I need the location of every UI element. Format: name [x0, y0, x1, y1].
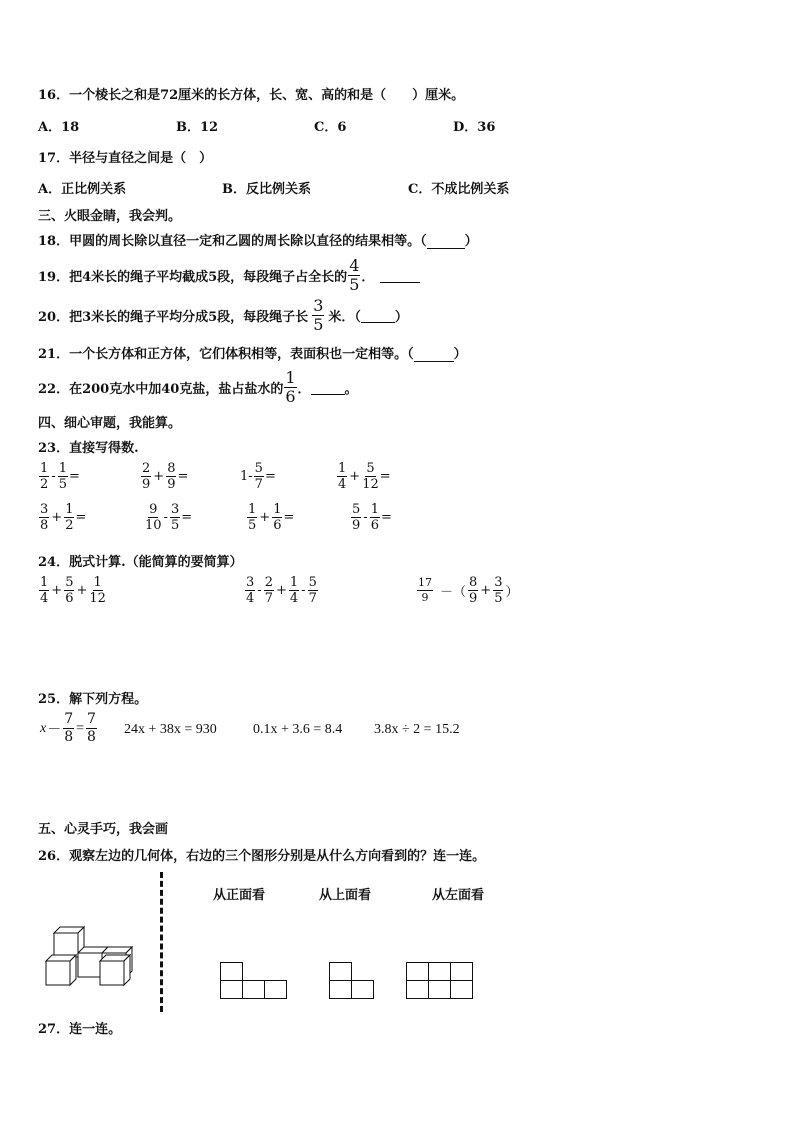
frac-num: 8 — [167, 461, 176, 476]
frac-den: 4 — [40, 591, 49, 606]
q16-option-d: D．36 — [453, 120, 496, 135]
frac-den: 8 — [64, 729, 74, 745]
q17-option-b: B．反比例关系 — [222, 182, 311, 197]
q16-option-a: A．18 — [38, 120, 80, 135]
frac-den: 9 — [167, 477, 176, 492]
cube-front-face — [78, 953, 102, 977]
view-label-top: 从上面看 — [319, 888, 372, 903]
frac-den: 4 — [338, 477, 347, 492]
cube-front-face — [46, 961, 70, 985]
q21 — [38, 343, 467, 362]
frac-num: 1 — [289, 575, 299, 590]
operator: + — [480, 583, 492, 598]
q25-text: 25．解下列方程。 — [38, 692, 148, 707]
operator: + — [275, 583, 287, 598]
section-3-title: 三、火眼金睛，我会判。 — [38, 209, 182, 224]
q20-fraction-den: 5 — [313, 315, 324, 334]
q19-fraction — [348, 258, 360, 293]
equals: = — [75, 510, 87, 525]
frac-num: 1 — [40, 575, 49, 590]
frac-num: 1 — [273, 502, 282, 517]
view-label-left: 从左面看 — [432, 888, 485, 903]
q18-text: 18．甲圆的周长除以直径一定和乙圆的周长除以直径的结果相等。（ — [38, 234, 427, 249]
frac-den: 9 — [352, 518, 361, 533]
operator: ） — [505, 585, 519, 600]
q16-option-b: B．12 — [176, 120, 219, 135]
frac-num: 1 — [65, 502, 74, 517]
operator: － — [47, 722, 62, 738]
q22-end: 。 — [344, 382, 358, 397]
operator: - — [257, 583, 262, 598]
equals: = — [68, 469, 80, 484]
section-4-title: 四、细心审题，我能算。 — [38, 416, 182, 431]
equals: = — [177, 469, 189, 484]
frac-num: 2 — [142, 461, 151, 476]
frac-den: 7 — [308, 591, 317, 606]
q16-option-c: C．6 — [314, 120, 347, 135]
q21-answer-blank[interactable] — [414, 361, 454, 362]
q24-expression-3 — [416, 576, 520, 605]
q20-text: 20．把3米长的绳子平均分成5段，每段绳子长 — [38, 310, 309, 325]
q23-item-7 — [246, 503, 294, 532]
cube-side-face — [70, 955, 76, 985]
q17-option-a: A．正比例关系 — [38, 182, 127, 197]
operator: + — [51, 510, 63, 525]
view-grid-3 — [406, 962, 476, 1002]
q19-tail: ． — [361, 270, 375, 285]
operator: + — [259, 510, 271, 525]
q25-equation-2: 24x + 38x = 930 — [124, 722, 217, 737]
frac-den: 4 — [246, 591, 255, 606]
equals: = — [283, 510, 295, 525]
operator: + — [153, 469, 165, 484]
frac-den: 6 — [65, 591, 74, 606]
q20-tail: 米．（ — [328, 310, 361, 325]
view-grid-2 — [329, 962, 377, 1002]
frac-den: 9 — [142, 477, 151, 492]
q18 — [38, 230, 478, 249]
frac-den: 4 — [289, 591, 299, 606]
q22-answer-blank[interactable] — [311, 380, 345, 395]
frac-num: 1 — [370, 502, 379, 517]
frac-num: 3 — [40, 502, 49, 517]
frac-den: 9 — [421, 591, 429, 604]
q22-text: 22．在200克水中加40克盐，盐占盐水的 — [38, 382, 284, 397]
operator: －（ — [440, 585, 467, 600]
q20 — [38, 298, 408, 333]
frac-den: 12 — [89, 591, 106, 606]
frac-den: 5 — [170, 518, 180, 533]
operator: - — [51, 469, 56, 484]
operator: + — [349, 469, 361, 484]
cube-front-face — [54, 933, 78, 957]
operator: - — [163, 510, 168, 525]
q22-fraction-num: 1 — [285, 368, 296, 387]
frac-num: 8 — [469, 575, 478, 590]
equals: = — [379, 469, 391, 484]
frac-den: 5 — [58, 477, 67, 492]
variable-x: x — [40, 720, 47, 736]
operator: - — [363, 510, 368, 525]
q17-option-c: C．不成比例关系 — [408, 182, 510, 197]
frac-num: 17 — [418, 576, 432, 589]
frac-den: 10 — [145, 518, 162, 533]
q23-item-5 — [38, 503, 86, 532]
frac-den: 7 — [254, 477, 263, 492]
q24-text: 24．脱式计算.（能简算的要简算） — [38, 555, 243, 570]
frac-den: 5 — [494, 591, 503, 606]
q20-close: ） — [394, 310, 408, 325]
q22 — [38, 370, 358, 405]
q22-tail: ． — [297, 382, 311, 397]
q26-text: 26．观察左边的几何体，右边的三个图形分别是从什么方向看到的？连一连。 — [38, 849, 486, 864]
q20-fraction-num: 3 — [313, 296, 324, 315]
q22-fraction-den: 6 — [285, 387, 296, 406]
q19-text: 19．把4米长的绳子平均截成5段，每段绳子占全长的 — [38, 270, 348, 285]
q24-expression-1 — [38, 576, 107, 605]
q23-item-6 — [144, 503, 192, 532]
frac-den: 5 — [248, 518, 257, 533]
frac-num: 1 — [338, 461, 347, 476]
frac-num: 5 — [254, 461, 263, 476]
cube-front-face — [100, 961, 124, 985]
q18-close: ） — [464, 234, 478, 249]
frac-num: 5 — [366, 461, 375, 476]
operator: + — [76, 583, 88, 598]
frac-num: 1 — [40, 461, 49, 476]
frac-num: 5 — [352, 502, 361, 517]
frac-num: 5 — [65, 575, 74, 590]
equals: = — [181, 510, 193, 525]
operator: - — [301, 583, 306, 598]
frac-den: 6 — [370, 518, 379, 533]
q20-fraction — [312, 298, 324, 333]
frac-den: 9 — [469, 591, 478, 606]
frac-den: 2 — [65, 518, 74, 533]
cube-solid-figure — [38, 925, 148, 995]
q21-close: ） — [453, 347, 467, 362]
frac-num: 1 — [58, 461, 67, 476]
section-5-title: 五、心灵手巧，我会画 — [38, 822, 169, 837]
q19-fraction-den: 5 — [349, 275, 360, 294]
q19-fraction-num: 4 — [349, 256, 360, 275]
view-label-front: 从正面看 — [213, 888, 266, 903]
q23-item-8 — [350, 503, 392, 532]
q23-item-1 — [38, 462, 80, 491]
q18-answer-blank[interactable] — [427, 248, 465, 249]
q19 — [38, 258, 420, 293]
frac-den: 6 — [273, 518, 282, 533]
q27-text: 27．连一连。 — [38, 1022, 122, 1037]
frac-den: 2 — [40, 477, 49, 492]
q25-equation-3: 0.1x + 3.6 = 8.4 — [253, 722, 343, 737]
frac-num: 3 — [170, 502, 180, 517]
frac-num: 5 — [308, 575, 317, 590]
equals: = — [76, 720, 85, 736]
frac-num: 7 — [64, 711, 74, 727]
frac-num: 1 — [248, 502, 257, 517]
prefix: 1- — [240, 469, 253, 484]
frac-num: 3 — [246, 575, 255, 590]
q24-expression-2 — [244, 576, 319, 605]
q23-item-4 — [336, 462, 391, 491]
q25-equation-1 — [40, 712, 98, 745]
q17-text: 17．半径与直径之间是（ ） — [38, 151, 213, 166]
operator: + — [51, 583, 63, 598]
dashed-divider — [160, 872, 163, 1012]
q23-item-3 — [240, 462, 276, 491]
q25-equation-4: 3.8x ÷ 2 = 15.2 — [374, 722, 460, 737]
frac-den: 8 — [87, 729, 96, 745]
equals: = — [380, 510, 392, 525]
q19-answer-blank[interactable] — [380, 268, 420, 283]
equals: = — [264, 469, 276, 484]
frac-den: 12 — [362, 477, 379, 492]
q21-text: 21．一个长方体和正方体，它们体积相等，表面积也一定相等。（ — [38, 347, 414, 362]
frac-num: 2 — [264, 575, 273, 590]
frac-den: 8 — [40, 518, 49, 533]
frac-num: 3 — [494, 575, 503, 590]
q23-text: 23．直接写得数. — [38, 441, 139, 456]
q20-answer-blank[interactable] — [361, 308, 395, 323]
frac-num: 9 — [149, 502, 158, 517]
frac-num: 7 — [87, 711, 96, 727]
cube-side-face — [124, 955, 130, 985]
q23-item-2 — [140, 462, 188, 491]
q16-text: 16．一个棱长之和是72厘米的长方体，长、宽、高的和是（ ）厘米。 — [38, 88, 465, 103]
frac-den: 7 — [264, 591, 273, 606]
q22-fraction — [284, 370, 296, 405]
view-grid-1 — [220, 962, 290, 1002]
frac-num: 1 — [93, 575, 102, 590]
